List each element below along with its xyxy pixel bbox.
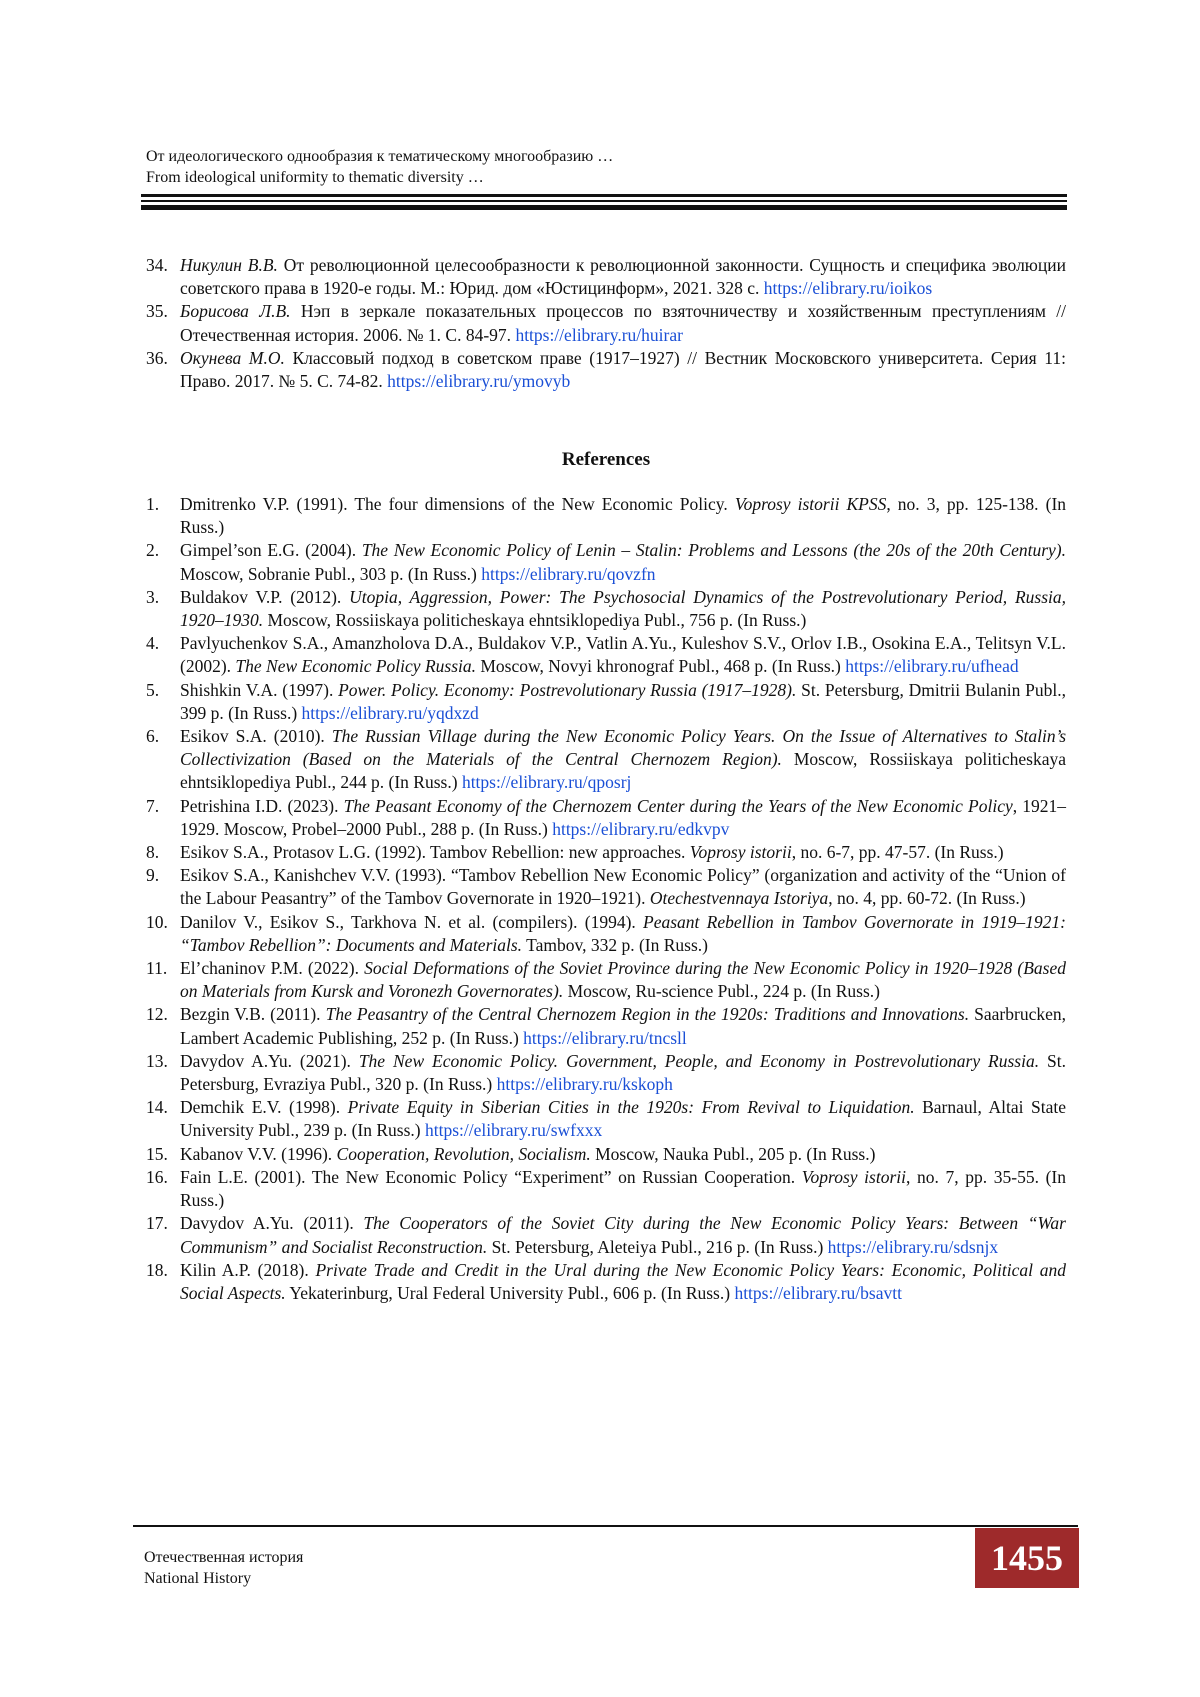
footer-journal-en: National History: [144, 1570, 252, 1587]
running-header-en: From ideological uniformity to thematic diversity …: [146, 169, 484, 186]
running-header: [146, 146, 613, 188]
reference-item: [146, 300, 1066, 346]
reference-publication: Moscow, Rossiiskaya politicheskaya ehntsiklopediya Publ., 244 p. (In Russ.): [180, 749, 1066, 793]
reference-link[interactable]: https://elibrary.ru/qovzfn: [481, 563, 656, 584]
reference-number: 14.: [146, 1097, 168, 1118]
reference-publication: St. Petersburg, Evraziya Publ., 320 p. (In Russ.): [180, 1050, 1066, 1095]
reference-item: [146, 957, 1066, 1003]
reference-title: The Russian Village during the New Economic Policy Years. On the Issue of Alternatives to Stalin’s Collectivization (Based on the Materials of the Central Chernozem Region).: [180, 726, 1067, 770]
reference-title: Otechestvennaya Istoriya: [649, 888, 829, 909]
reference-item: [146, 586, 1066, 632]
reference-publication: Yekaterinburg, Ural Federal University Publ., 606 p. (In Russ.): [285, 1282, 735, 1303]
reference-authors: Demchik E.V. (1998).: [180, 1097, 348, 1118]
reference-authors: Danilov V., Esikov S., Tarkhova N. et al. (compilers). (1994).: [180, 911, 644, 932]
reference-text: [180, 1166, 1066, 1212]
reference-authors: Pavlyuchenkov S.A., Amanzholova D.A., Buldakov V.P., Vatlin A.Yu., Kuleshov S.V., Orlov I.B., Osokina E.A., Telitsyn V.L. (2002).: [180, 633, 1066, 677]
reference-number: 15.: [146, 1143, 168, 1164]
reference-publication: , no. 7, pp. 35-55. (In Russ.): [180, 1166, 1067, 1211]
reference-authors: Dmitrenko V.P. (1991). The four dimensions of the New Economic Policy.: [180, 494, 735, 514]
reference-item: [146, 1003, 1066, 1049]
reference-number: 18.: [146, 1259, 168, 1280]
reference-text: [180, 300, 1066, 346]
reference-publication: , 1921–1929. Moscow, Probel–2000 Publ., 288 p. (In Russ.): [180, 795, 1067, 839]
header-rule: [141, 194, 1067, 197]
reference-number: 11.: [146, 958, 168, 979]
reference-link[interactable]: https://elibrary.ru/bsavtt: [734, 1282, 902, 1303]
reference-number: 4.: [146, 633, 160, 654]
reference-publication: St. Petersburg, Aleteiya Publ., 216 p. (In Russ.): [487, 1236, 828, 1257]
references-heading: References: [561, 449, 651, 470]
reference-number: 3.: [146, 586, 160, 607]
reference-authors: Davydov A.Yu. (2021).: [180, 1050, 359, 1071]
header-rule: [141, 205, 1067, 210]
reference-item: [146, 347, 1066, 393]
reference-link[interactable]: https://elibrary.ru/yqdxzd: [301, 702, 479, 723]
reference-text: [180, 911, 1066, 957]
reference-text: [180, 1096, 1066, 1142]
footer-rule: [133, 1525, 1078, 1527]
reference-description: От революционной целесообразности к революционной законности. Сущность и специфика эволюции советского права в 1920-е годы. М.: Юрид. дом «Юстицинформ», 2021. 328 с.: [180, 255, 1066, 299]
reference-authors: Shishkin V.A. (1997).: [180, 679, 339, 700]
reference-title: Cooperation, Revolution, Socialism.: [336, 1143, 591, 1164]
reference-publication: Moscow, Novyi khronograf Publ., 468 p. (In Russ.): [476, 656, 846, 677]
reference-item: [146, 493, 1066, 539]
reference-text: [180, 795, 1066, 841]
reference-publication: , no. 6-7, pp. 47-57. (In Russ.): [791, 842, 1004, 863]
reference-publication: Moscow, Ru-science Publ., 224 p. (In Russ.): [563, 981, 880, 1002]
reference-publication: Saarbrucken, Lambert Academic Publishing, 252 p. (In Russ.): [180, 1004, 1066, 1048]
reference-link[interactable]: https://elibrary.ru/huirar: [515, 324, 683, 345]
reference-item: [146, 795, 1066, 841]
reference-publication: Moscow, Sobranie Publ., 303 p. (In Russ.): [180, 563, 482, 584]
reference-link[interactable]: https://elibrary.ru/kskoph: [496, 1074, 673, 1095]
running-header-ru: От идеологического однообразия к тематическому многообразию …: [146, 148, 614, 165]
reference-number: 12.: [146, 1004, 168, 1025]
references-list: [146, 493, 1066, 1305]
reference-text: [180, 493, 1066, 539]
reference-title: The Cooperators of the Soviet City during the New Economic Policy Years: Between “War Communism” and Socialist Reconstruction.: [180, 1213, 1066, 1257]
reference-author: Окунева М.О.: [180, 347, 285, 368]
reference-item: [146, 841, 1066, 864]
reference-number: 17.: [146, 1213, 168, 1234]
reference-publication: , no. 4, pp. 60-72. (In Russ.): [828, 888, 1026, 909]
reference-publication: St. Petersburg, Dmitrii Bulanin Publ., 399 p. (In Russ.): [180, 679, 1066, 723]
reference-publication: Moscow, Rossiiskaya politicheskaya ehntsiklopediya Publ., 756 p. (In Russ.): [263, 610, 807, 631]
reference-authors: Petrishina I.D. (2023).: [180, 795, 344, 816]
reference-authors: El’chaninov P.M. (2022).: [180, 958, 365, 979]
reference-text: [180, 1050, 1066, 1096]
reference-number: 16.: [146, 1166, 168, 1187]
reference-item: [146, 679, 1066, 725]
reference-text: [180, 841, 1066, 864]
reference-authors: Fain L.E. (2001). The New Economic Policy “Experiment” on Russian Cooperation.: [180, 1166, 802, 1187]
reference-number: 8.: [146, 842, 160, 863]
reference-text: [180, 254, 1066, 300]
reference-title: The Peasantry of the Central Chernozem Region in the 1920s: Traditions and Innovations.: [325, 1004, 970, 1025]
reference-item: [146, 725, 1066, 795]
reference-number: 1.: [146, 494, 160, 514]
reference-item: [146, 864, 1066, 910]
reference-link[interactable]: https://elibrary.ru/ufhead: [845, 656, 1019, 677]
reference-number: 5.: [146, 679, 160, 700]
reference-text: [180, 586, 1066, 632]
reference-link[interactable]: https://elibrary.ru/sdsnjx: [827, 1236, 999, 1257]
reference-item: [146, 1096, 1066, 1142]
page-number-badge: 1455: [975, 1528, 1079, 1588]
reference-title: The Peasant Economy of the Chernozem Center during the Years of the New Economic Policy: [343, 795, 1013, 816]
reference-title: Private Equity in Siberian Cities in the 1920s: From Revival to Liquidation.: [347, 1097, 915, 1118]
reference-title: The New Economic Policy Russia.: [235, 656, 476, 677]
reference-text: [180, 957, 1066, 1003]
reference-link[interactable]: https://elibrary.ru/ioikos: [763, 278, 933, 299]
reference-item: [146, 1259, 1066, 1305]
reference-text: [180, 1259, 1066, 1305]
reference-title: The New Economic Policy. Government, People, and Economy in Postrevolutionary Russia.: [358, 1050, 1040, 1071]
reference-title: The New Economic Policy of Lenin – Stalin: Problems and Lessons (the 20s of the 20th Century).: [361, 540, 1066, 561]
reference-number: 13.: [146, 1050, 168, 1071]
reference-authors: Kabanov V.V. (1996).: [180, 1143, 337, 1164]
reference-description: Нэп в зеркале показательных процессов по взяточничеству и хозяйственным преступлениям // Отечественная история. 2006. № 1. С. 84-97.: [180, 301, 1066, 345]
reference-publication: Moscow, Nauka Publ., 205 p. (In Russ.): [590, 1143, 876, 1164]
reference-number: 34.: [146, 255, 168, 275]
reference-title: Social Deformations of the Soviet Province during the New Economic Policy in 1920–1928 (Based on Materials from Kursk and Voronezh Governorates).: [180, 958, 1066, 1002]
reference-publication: Barnaul, Altai State University Publ., 239 p. (In Russ.): [180, 1097, 1066, 1141]
reference-item: [146, 911, 1066, 957]
reference-authors: Esikov S.A., Kanishchev V.V. (1993). “Tambov Rebellion New Economic Policy” (organization and activity of the “Union of the Labour Peasantry” of the Tambov Governorate in 1920–1921).: [180, 865, 1066, 909]
reference-link[interactable]: https://elibrary.ru/tncsll: [523, 1027, 687, 1048]
reference-item: [146, 1212, 1066, 1258]
reference-text: [180, 864, 1066, 910]
reference-title: Voprosy istorii KPSS: [734, 494, 887, 514]
reference-item: [146, 1166, 1066, 1212]
reference-title: Peasant Rebellion in Tambov Governorate in 1919–1921: “Tambov Rebellion”: Documents and Materials.: [180, 911, 1066, 955]
reference-item: [146, 539, 1066, 585]
reference-text: [180, 1003, 1066, 1049]
reference-item: [146, 632, 1066, 678]
reference-authors: Bezgin V.B. (2011).: [180, 1004, 326, 1025]
reference-title: Voprosy istorii: [801, 1166, 906, 1187]
reference-number: 2.: [146, 540, 160, 561]
reference-title: Private Trade and Credit in the Ural during the New Economic Policy Years: Economic, Political and Social Aspects.: [180, 1259, 1066, 1303]
reference-item: [146, 254, 1066, 300]
reference-author: Никулин В.В.: [180, 255, 278, 275]
reference-author: Борисова Л.В.: [180, 301, 291, 322]
reference-number: 7.: [146, 795, 160, 816]
reference-authors: Davydov A.Yu. (2011).: [180, 1213, 364, 1234]
reference-text: [180, 632, 1066, 678]
reference-number: 35.: [146, 301, 168, 322]
footer-journal-name: [144, 1547, 303, 1589]
reference-text: [180, 347, 1066, 393]
reference-link[interactable]: https://elibrary.ru/swfxxx: [425, 1120, 603, 1141]
reference-authors: Buldakov V.P. (2012).: [180, 586, 350, 607]
reference-title: Utopia, Aggression, Power: The Psychosocial Dynamics of the Postrevolutionary Period, Russia, 1920–1930.: [180, 586, 1066, 631]
reference-authors: Esikov S.A., Protasov L.G. (1992). Tambov Rebellion: new approaches.: [180, 842, 690, 863]
reference-publication: , no. 3, pp. 125-138. (In Russ.): [180, 494, 1067, 538]
reference-text: [180, 679, 1066, 725]
reference-item: [146, 1050, 1066, 1096]
header-rule: [141, 200, 1067, 202]
reference-number: 9.: [146, 865, 160, 886]
reference-text: [180, 1143, 1066, 1166]
reference-text: [180, 1212, 1066, 1258]
russian-reference-list: [146, 254, 1066, 393]
reference-number: 36.: [146, 347, 168, 368]
reference-number: 10.: [146, 911, 168, 932]
reference-link[interactable]: https://elibrary.ru/ymovyb: [387, 371, 571, 392]
reference-number: 6.: [146, 726, 160, 747]
reference-authors: Esikov S.A. (2010).: [180, 726, 332, 747]
reference-link[interactable]: https://elibrary.ru/edkvpv: [552, 818, 730, 839]
footer-journal-ru: Отечественная история: [144, 1549, 304, 1566]
reference-title: Voprosy istorii: [689, 842, 792, 863]
reference-title: Power. Policy. Economy: Postrevolutionary Russia (1917–1928).: [338, 679, 797, 700]
reference-text: [180, 539, 1066, 585]
reference-publication: Tambov, 332 p. (In Russ.): [522, 934, 708, 955]
reference-authors: Gimpel’son E.G. (2004).: [180, 540, 362, 561]
reference-authors: Kilin A.P. (2018).: [180, 1259, 316, 1280]
reference-link[interactable]: https://elibrary.ru/qposrj: [461, 772, 632, 793]
reference-description: Классовый подход в советском праве (1917–1927) // Вестник Московского университета. Серия 11: Право. 2017. № 5. С. 74-82.: [180, 347, 1067, 392]
reference-text: [180, 725, 1066, 795]
reference-item: [146, 1143, 1066, 1166]
